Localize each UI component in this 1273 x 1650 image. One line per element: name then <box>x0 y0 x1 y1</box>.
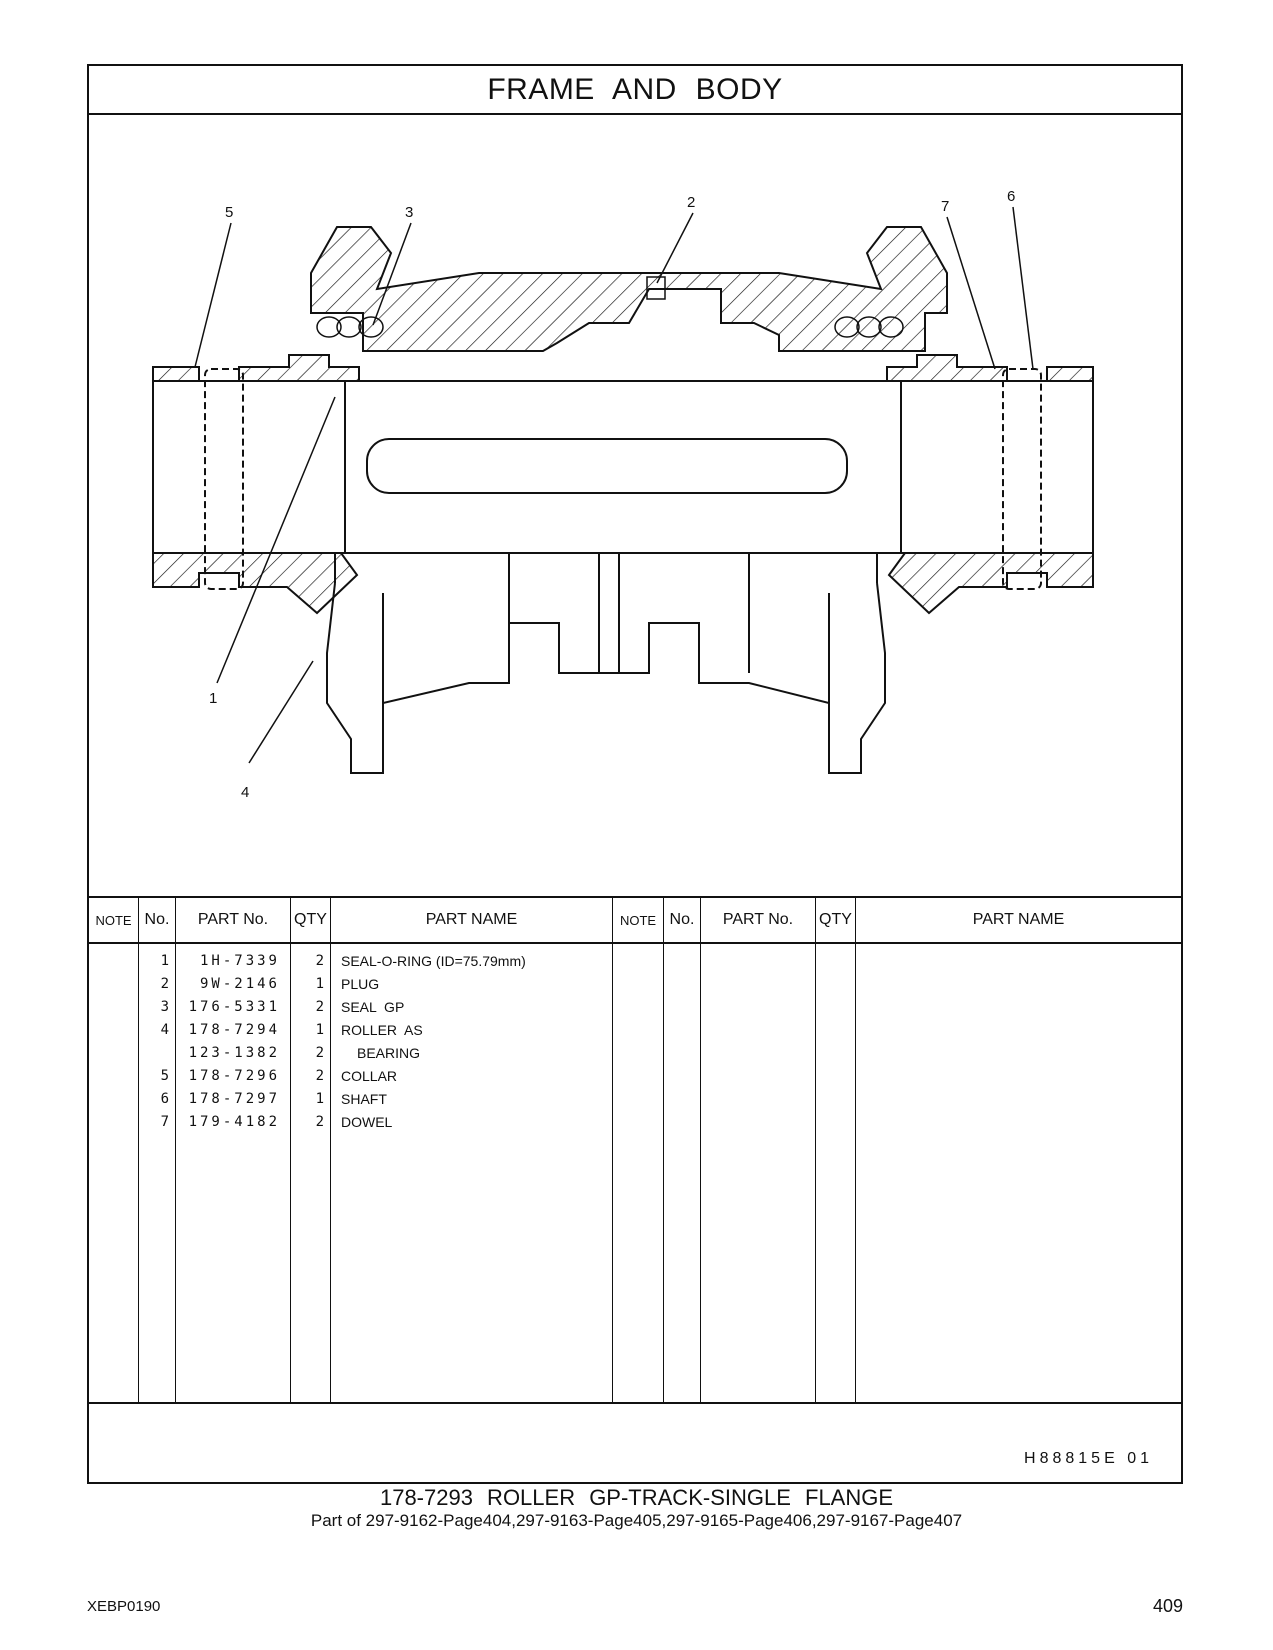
col-note-right <box>613 898 664 1402</box>
row-no: 5 <box>160 1068 169 1084</box>
parts-list-table <box>89 896 1181 1404</box>
col-name-right <box>856 898 1181 1402</box>
header-no: No. <box>139 898 175 944</box>
row-part-name: PLUG <box>341 976 380 992</box>
row-no: 2 <box>160 976 169 992</box>
footer-doc-code: XEBP0190 <box>87 1598 161 1615</box>
catalog-frame <box>87 64 1183 1484</box>
callout-3: 3 <box>405 204 414 221</box>
header-no-right: No. <box>664 898 700 944</box>
row-part-name: DOWEL <box>341 1114 393 1130</box>
header-qty-right: QTY <box>816 898 855 944</box>
roller-cross-section-drawing <box>89 113 1181 899</box>
row-part-name: SEAL GP <box>341 999 405 1015</box>
row-part-name: ROLLER AS <box>341 1022 423 1038</box>
col-partno-right <box>701 898 816 1402</box>
row-qty: 1 <box>315 1091 324 1107</box>
row-part-name: SHAFT <box>341 1091 387 1107</box>
row-part-no: 176-5331 <box>188 999 280 1015</box>
col-qty-left <box>291 898 331 1402</box>
row-no: 4 <box>160 1022 169 1038</box>
col-partno-left <box>176 898 291 1402</box>
col-qty-right <box>816 898 856 1402</box>
callout-4: 4 <box>241 784 250 801</box>
page-number: 409 <box>1152 1596 1183 1616</box>
row-no <box>139 1042 175 1065</box>
col-note-left <box>89 898 139 1402</box>
header-qty: QTY <box>291 898 330 944</box>
row-part-name: SEAL-O-RING (ID=75.79mm) <box>341 953 526 969</box>
col-no-right <box>664 898 701 1402</box>
row-qty: 2 <box>315 1068 324 1084</box>
callout-5: 5 <box>225 204 234 221</box>
header-part-name: PART NAME <box>331 898 612 944</box>
exploded-drawing <box>89 113 1181 899</box>
row-no: 6 <box>160 1091 169 1107</box>
row-no: 7 <box>160 1114 169 1130</box>
row-part-no: 178-7297 <box>188 1091 280 1107</box>
row-part-no: 178-7294 <box>188 1022 280 1038</box>
header-note-right: NOTE <box>613 898 663 944</box>
row-qty: 2 <box>315 1114 324 1130</box>
row-part-name: COLLAR <box>341 1068 398 1084</box>
row-no: 1 <box>160 953 169 969</box>
row-part-name: BEARING <box>357 1045 421 1061</box>
row-qty: 2 <box>315 1045 324 1061</box>
col-no-left <box>139 898 176 1402</box>
row-part-no: 9W-2146 <box>199 976 280 992</box>
callout-2: 2 <box>687 194 696 211</box>
row-qty: 1 <box>315 1022 324 1038</box>
callout-6: 6 <box>1007 188 1016 205</box>
caption-subtitle: Part of 297-9162-Page404,297-9163-Page405,297-9165-Page406,297-9167-Page407 <box>310 1511 963 1530</box>
col-name-left <box>331 898 613 1402</box>
header-part-no-right: PART No. <box>701 898 815 944</box>
row-part-no: 123-1382 <box>188 1045 280 1061</box>
header-part-no: PART No. <box>176 898 290 944</box>
row-qty: 1 <box>315 976 324 992</box>
header-part-name-right: PART NAME <box>856 898 1181 944</box>
row-no: 3 <box>160 999 169 1015</box>
caption-title: 178-7293 ROLLER GP-TRACK-SINGLE FLANGE <box>379 1485 894 1510</box>
row-qty: 2 <box>315 999 324 1015</box>
callout-1: 1 <box>209 690 218 707</box>
row-part-no: 178-7296 <box>188 1068 280 1084</box>
row-qty: 2 <box>315 953 324 969</box>
header-note: NOTE <box>89 898 138 944</box>
reference-code: H88815E 01 <box>1024 1450 1153 1467</box>
section-title: FRAME AND BODY <box>89 66 1181 115</box>
row-part-no: 1H-7339 <box>199 953 280 969</box>
callout-7: 7 <box>941 198 950 215</box>
row-part-no: 179-4182 <box>188 1114 280 1130</box>
